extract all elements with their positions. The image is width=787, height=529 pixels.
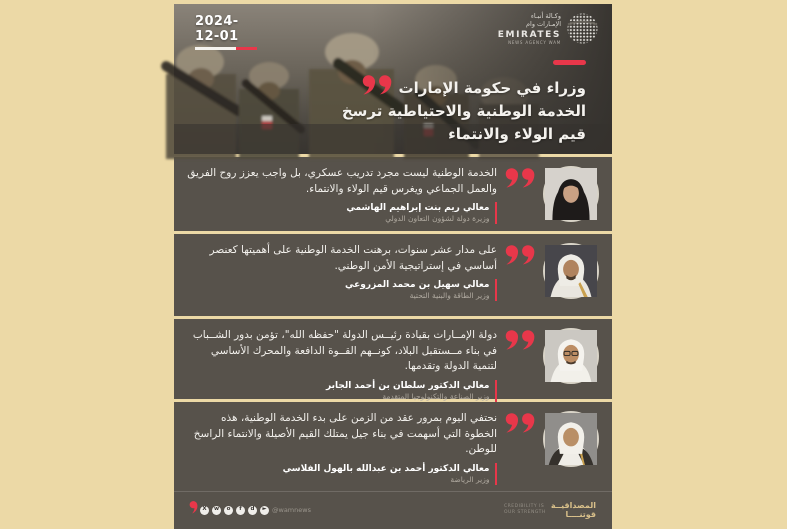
quote-section-3 bbox=[174, 319, 612, 399]
red-accent-bar bbox=[495, 202, 498, 224]
quote-section-4 bbox=[174, 402, 612, 529]
wam-logo bbox=[498, 12, 599, 45]
content-card bbox=[174, 4, 612, 519]
minister-title: وزير الطاقة والبنية التحتية bbox=[409, 291, 490, 300]
attribution bbox=[196, 279, 497, 301]
credibility-en-line1: CREDIBILITY IS bbox=[504, 504, 545, 509]
facebook-icon[interactable]: f bbox=[236, 506, 245, 515]
instagram-icon[interactable]: o bbox=[224, 506, 233, 515]
quote-icon bbox=[505, 245, 535, 265]
minister-photo-sultan-al-jaber bbox=[543, 328, 599, 384]
social-handle: @wamnews bbox=[272, 506, 311, 514]
attribution bbox=[196, 380, 497, 402]
logo-arabic-line2: الإمـارات وام bbox=[526, 20, 561, 28]
minister-name: معالي الدكتور سلطان بن أحمد الجابر bbox=[325, 380, 490, 391]
red-accent-bar bbox=[495, 279, 498, 301]
logo-english-sub: NEWS AGENCY WAM bbox=[508, 40, 561, 45]
red-accent-bar bbox=[495, 463, 498, 485]
quote-icon bbox=[362, 75, 392, 95]
credibility-en-line2: OUR STRENGTH bbox=[504, 510, 546, 515]
credibility-tagline bbox=[504, 501, 596, 520]
wam-logo-text bbox=[498, 12, 561, 45]
date-text: 2024-12-01 bbox=[195, 14, 239, 44]
headline-line3: قيم الولاء والانتماء bbox=[448, 125, 586, 143]
quote-icon bbox=[505, 413, 535, 433]
footer bbox=[174, 491, 612, 529]
whatsapp-icon[interactable]: w bbox=[212, 506, 221, 515]
minister-name: معالي سهيل بن محمد المزروعي bbox=[345, 280, 490, 290]
youtube-icon[interactable]: ► bbox=[260, 506, 269, 515]
attribution bbox=[196, 463, 497, 485]
date-underline bbox=[195, 47, 257, 50]
quote-text: نحتفي اليوم بمرور عقد من الزمن على بدء الخدمة الوطنية، هذه الخطوة التي أسهمت في بناء جيل يمتلك القيم الأصيلة والانتماء الراسخ للوطن. bbox=[193, 412, 497, 455]
quote-text: الخدمة الوطنية ليست مجرد تدريب عسكري، بل واجب يعزز روح الفريق والعمل الجماعي ويغرس قيم الولاء والانتماء. bbox=[187, 167, 497, 195]
credibility-ar-line1: المصداقيــة bbox=[550, 500, 596, 510]
minister-photo-ahmad-belhoul-al-falasi bbox=[543, 411, 599, 467]
quote-icon bbox=[505, 330, 535, 350]
hero-header bbox=[174, 4, 612, 154]
quote-icon bbox=[505, 168, 535, 188]
social-links bbox=[190, 504, 314, 516]
headline-line2: الخدمة الوطنية والاحتياطية ترسخ bbox=[341, 102, 586, 120]
quote-section-1 bbox=[174, 157, 612, 231]
red-dash bbox=[553, 60, 586, 65]
minister-title: وزير الرياضة bbox=[450, 474, 490, 484]
tiktok-icon[interactable]: d bbox=[248, 506, 257, 515]
headline-line1: وزراء في حكومة الإمارات bbox=[342, 73, 586, 100]
credibility-ar-line2: قوتنــــا bbox=[565, 510, 596, 519]
minister-name: معالي الدكتور أحمد بن عبدالله بالهول الفلاسي bbox=[282, 463, 490, 474]
attribution bbox=[196, 202, 497, 224]
date-badge bbox=[195, 14, 257, 50]
x-icon[interactable]: X bbox=[200, 506, 209, 515]
minister-title: وزير الصناعة والتكنولوجيا المتقدمة bbox=[382, 391, 490, 401]
red-accent-bar bbox=[495, 380, 498, 402]
minister-name: معالي ريم بنت إبراهيم الهاشمي bbox=[346, 203, 490, 213]
minister-photo-reem-al-hashimy bbox=[543, 166, 599, 222]
logo-english: EMIRATES bbox=[497, 30, 561, 40]
wam-globe-icon bbox=[566, 12, 599, 45]
logo-arabic-line1: وكـالة أنبـاء bbox=[530, 12, 561, 20]
quote-text: دولة الإمــارات بقيادة رئيــس الدولة "حفظه الله"، تؤمن بدور الشــباب في بناء مــستقبل البلاد، كونــهم القــوة الدافعة والمحرك الأساسي لتنمية الدولة وتقدمها. bbox=[192, 329, 497, 372]
quote-text: على مدار عشر سنوات، برهنت الخدمة الوطنية على أهميتها كعنصر أساسي في إستراتيجية الأمن الوطني. bbox=[209, 244, 497, 272]
minister-photo-suhail-al-mazrouei bbox=[543, 243, 599, 299]
headline bbox=[342, 60, 586, 146]
minister-title: وزيرة دولة لشؤون التعاون الدولي bbox=[385, 214, 490, 223]
quote-section-2 bbox=[174, 234, 612, 316]
red-comma-mark bbox=[188, 500, 200, 514]
